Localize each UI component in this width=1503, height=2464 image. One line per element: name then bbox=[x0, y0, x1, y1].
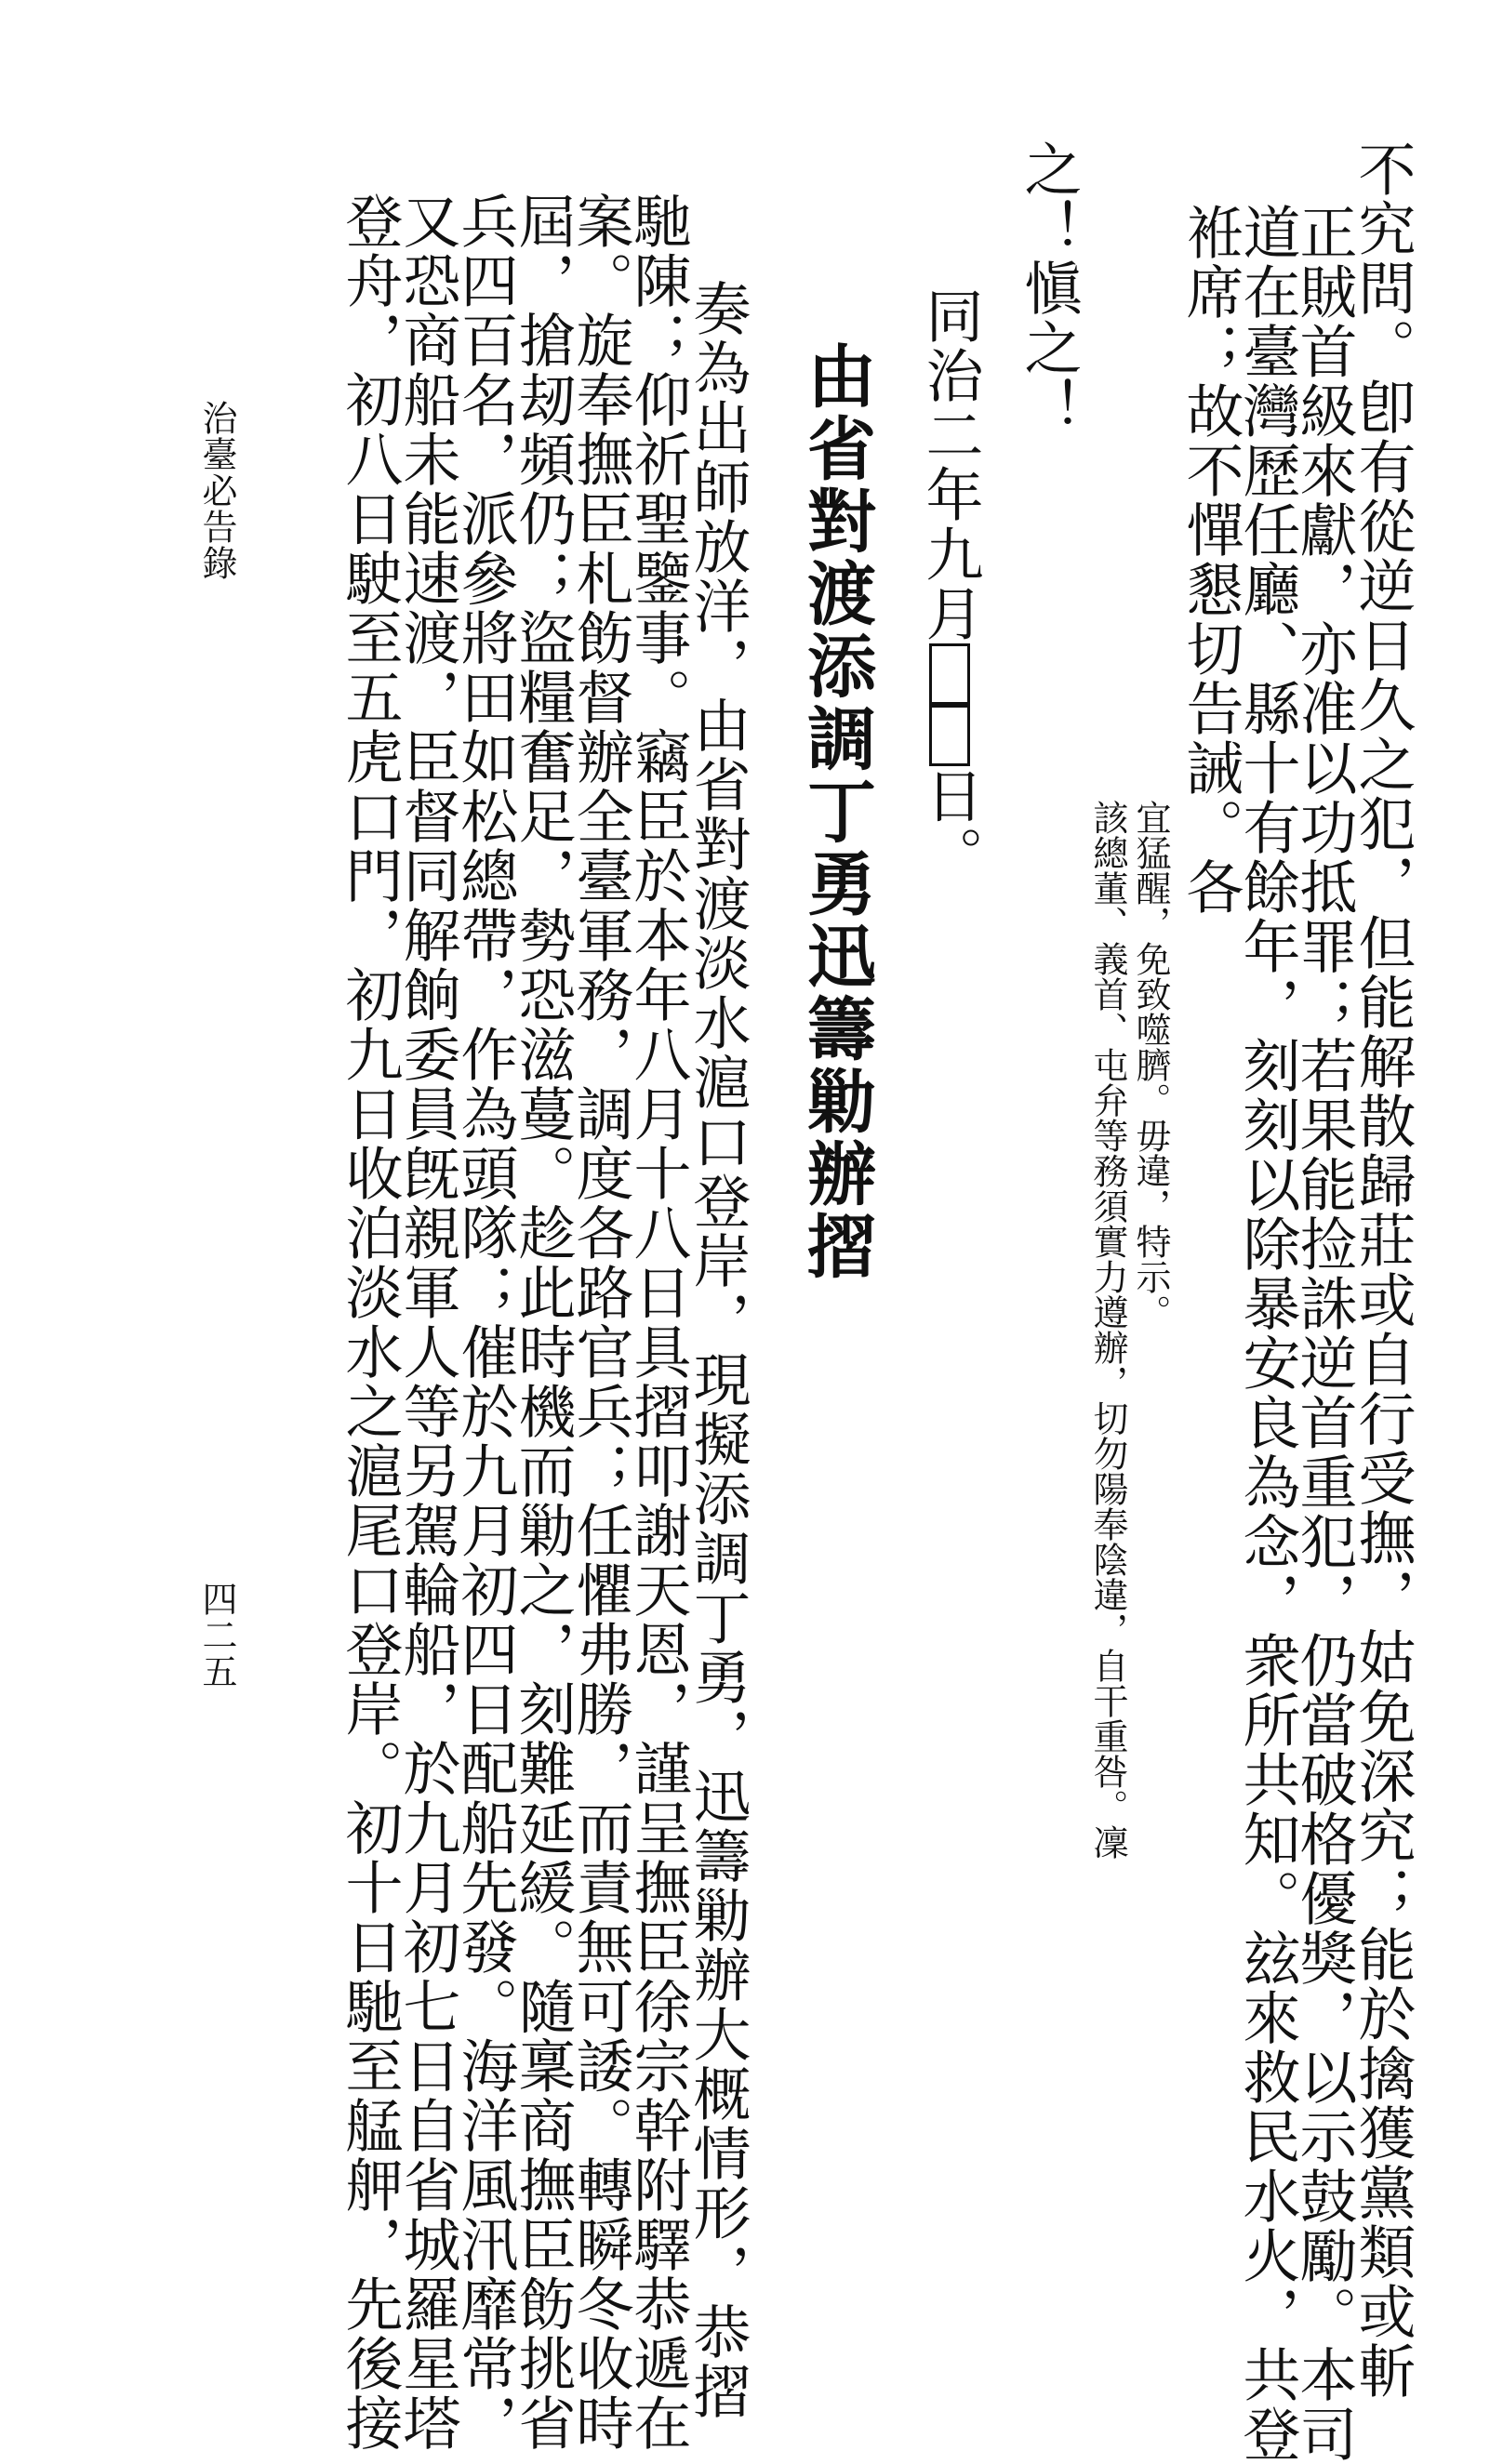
text-column-7: 馳陳；仰祈聖鑒事。竊臣於本年八月十八日具摺叩謝天恩，謹呈撫臣徐宗幹附驛恭遞在 bbox=[624, 192, 692, 2453]
date-text: 同治二年九月 bbox=[916, 286, 984, 643]
text-column-10: 兵四百名，派參將田如松總帶，作為頭隊；催於九月初四日配船先發。海洋風汛靡常， bbox=[451, 192, 519, 2453]
text-column-1: 不究問。卽有從逆日久之犯，但能解散歸莊或自行受撫，姑免深究；能於擒獲黨類或斬 bbox=[1349, 139, 1417, 2401]
page-number: 四二五 bbox=[196, 1581, 237, 1689]
text-column-8: 案。旋奉撫臣札飭督辦全臺軍務，調度各路官兵；任懼弗勝，而責無可諉。轉瞬冬收時 bbox=[566, 192, 634, 2453]
date-line bbox=[916, 286, 984, 885]
date-suffix: 日。 bbox=[916, 766, 984, 885]
text-column-2: 正賊首級來獻，亦准以功抵罪；若果能捡誅逆首重犯，仍當破格優獎，以示鼓勵。本司 bbox=[1290, 203, 1358, 2464]
text-column-5: 之！愼之！ bbox=[1015, 139, 1083, 437]
text-column-11: 又恐商船未能速渡，臣督同解餉委員旣親軍人等另駕輪船，於九月初七日自省城羅星塔 bbox=[393, 192, 461, 2453]
text-column-6: 奏為出師放洋，由省對渡淡水滬口登岸，現擬添調丁勇，迅籌勦辦大概情形，恭摺 bbox=[684, 279, 752, 2421]
note-line-1: 宜猛醒，免致噬臍。毋違，特示。 bbox=[1130, 800, 1171, 1330]
book-title: 治臺必告錄 bbox=[196, 400, 237, 581]
blank-box bbox=[929, 705, 970, 766]
text-column-4: 袵席；故不憚懇切告誡。各 bbox=[1177, 203, 1244, 917]
section-title: 由省對渡添調丁勇迅籌勦辦摺 bbox=[796, 340, 876, 1283]
note-line-2: 該總董、義首、屯弁等務須實力遵辦，切勿陽奉陰違，自干重咎。凜 bbox=[1087, 800, 1128, 1860]
text-column-9: 屆，搶刼頻仍；盜糧奮足，勢恐滋蔓。趁此時機而勦之，刻難延緩。隨稟商撫臣飭挑省 bbox=[509, 192, 577, 2453]
text-column-3: 道在臺灣歷任廳、縣十有餘年，刻刻以除暴安良為念，衆所共知。玆來救民水火，共登 bbox=[1233, 203, 1301, 2464]
text-column-12: 登舟，初八日駛至五虎口門，初九日收泊淡水之滬尾口登岸。初十日馳至艋舺，先後接 bbox=[336, 192, 404, 2453]
blank-box bbox=[929, 643, 970, 705]
